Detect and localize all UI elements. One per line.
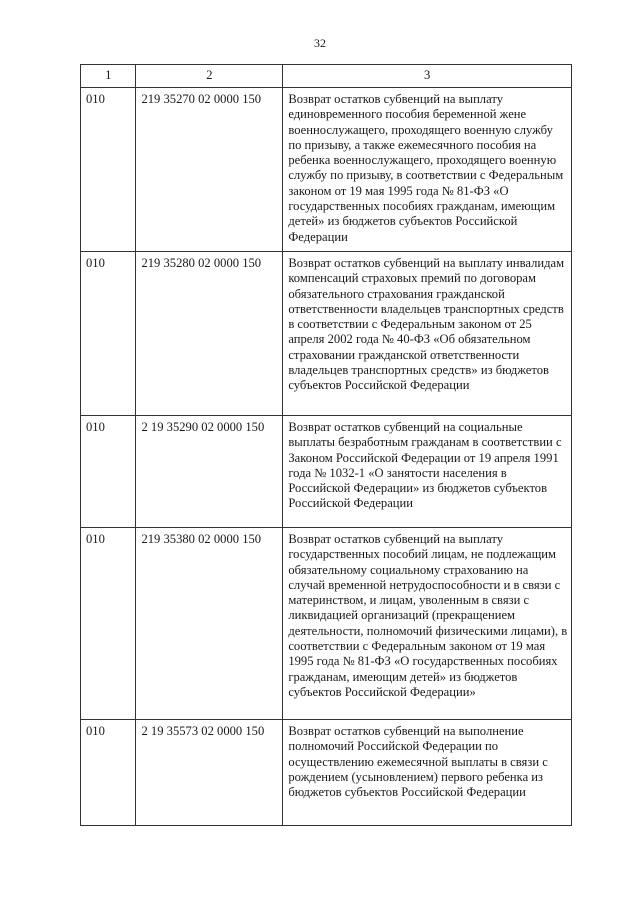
page-number: 32: [314, 36, 326, 50]
description-cell: Возврат остатков субвенций на выплату единовременного пособия беременной жене военнослужащего, проходящего военную службу по призыву, а также ежемесячного пособия на ребенка военнослужащего, проходящего военную службу по призыву, в соответствии с Федеральным законом от 19 мая 1995 года № 81-ФЗ «О государственных пособиях гражданам, имеющим детей» из бюджетов субъектов Российской Федерации: [283, 88, 572, 252]
table-row: [81, 88, 572, 252]
kbk-code-cell: 2 19 35290 02 0000 150: [136, 416, 283, 528]
table-row: [81, 720, 572, 826]
budget-code-table: [80, 64, 572, 826]
table-row: [81, 252, 572, 416]
header-col-3: 3: [283, 65, 572, 88]
kbk-code-cell: 219 35380 02 0000 150: [136, 528, 283, 720]
header-col-1: 1: [81, 65, 136, 88]
kbk-code-cell: 219 35270 02 0000 150: [136, 88, 283, 252]
admin-code-cell: 010: [81, 88, 136, 252]
admin-code-cell: 010: [81, 252, 136, 416]
description-cell: Возврат остатков субвенций на выплату инвалидам компенсаций страховых премий по договорам обязательного страхования гражданской ответственности владельцев транспортных средств в соответствии с Федеральным законом от 25 апреля 2002 года № 40-ФЗ «Об обязательном страховании гражданской ответственности владельцев транспортных средств» из бюджетов субъектов Российской Федерации: [283, 252, 572, 416]
kbk-code-cell: 2 19 35573 02 0000 150: [136, 720, 283, 826]
table-header-row: [81, 65, 572, 88]
description-cell: Возврат остатков субвенций на выплату государственных пособий лицам, не подлежащим обязательному социальному страхованию на случай временной нетрудоспособности и в связи с материнством, и лицам, уволенным в связи с ликвидацией организаций (прекращением деятельности, полномочий физическими лицами), в соответствии с Федеральным законом от 19 мая 1995 года № 81-ФЗ «О государственных пособиях гражданам, имеющим детей» из бюджетов субъектов Российской Федерации»: [283, 528, 572, 720]
description-cell: Возврат остатков субвенций на социальные выплаты безработным гражданам в соответствии с Законом Российской Федерации от 19 апреля 1991 года № 1032-1 «О занятости населения в Российской Федерации» из бюджетов субъектов Российской Федерации: [283, 416, 572, 528]
kbk-code-cell: 219 35280 02 0000 150: [136, 252, 283, 416]
admin-code-cell: 010: [81, 720, 136, 826]
admin-code-cell: 010: [81, 528, 136, 720]
admin-code-cell: 010: [81, 416, 136, 528]
table-row: [81, 416, 572, 528]
table-row: [81, 528, 572, 720]
header-col-2: 2: [136, 65, 283, 88]
description-cell: Возврат остатков субвенций на выполнение полномочий Российской Федерации по осуществлению ежемесячной выплаты в связи с рождением (усыновлением) первого ребенка из бюджетов субъектов Российской Федерации: [283, 720, 572, 826]
